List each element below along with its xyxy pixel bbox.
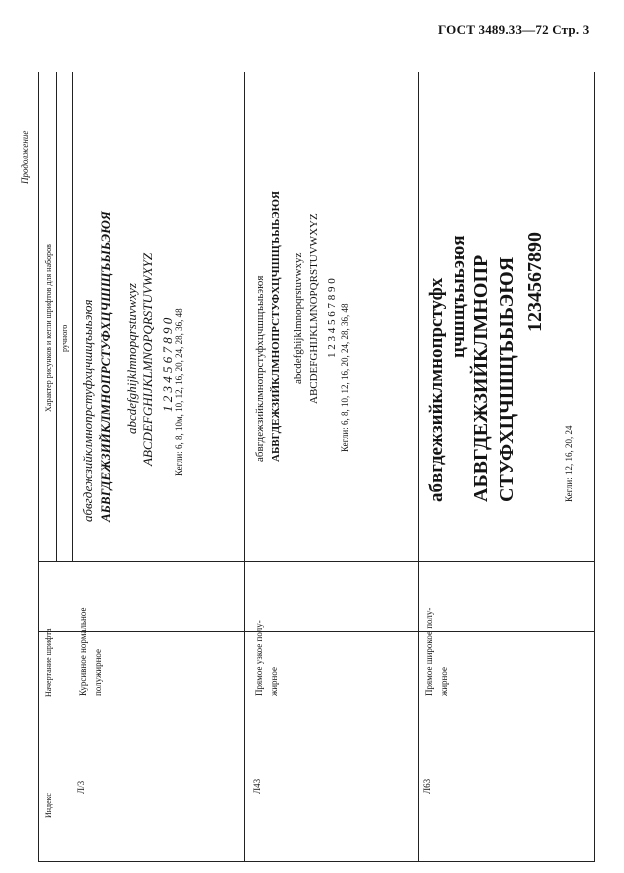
row-separator	[418, 72, 419, 862]
row-separator	[244, 72, 245, 862]
header-band-divider	[38, 861, 594, 862]
header-band-right	[38, 631, 594, 632]
table-top-border	[38, 72, 39, 862]
table-bottom-border	[594, 72, 595, 862]
page-header: ГОСТ 3489.33—72 Стр. 3	[438, 22, 590, 37]
row-index: Л/3	[76, 780, 86, 794]
row-index: Л43	[252, 778, 262, 794]
row-name: Курсивное нормальное полужирное	[78, 607, 103, 696]
row-name: Прямое узкое полу- жирное	[254, 620, 279, 696]
rotated-table: Продолжение Индекс Начертание шрифта Характер рисунков и кегли шрифтов для наборов ручного Л/3 Курсивное нормальное полужирное абвгдежзийклмнопрстуфхцчшщъыьэюя АБВГДЕЖЗИЙКЛМНОПРСТУФХЦЧШЩЪЫЬЭЮЯ abcdefghijklmnopqrstuvwxyz ABCDEFGHIJKLMNOPQRSTUVWXYZ 1 2 3 4 5 6 7 8 9 0 Кегли: 6, 8, 10м, 10, 12, 16, 20, 24, 28, 36, 48 Л43 Прямое узкое полу- жирное абвгдежзийклмнопрстуфхцчшщъыьэюя АБВГДЕЖЗИЙКЛМНОПРСТУФХЦЧШЩЪЫЬЭЮЯ abcdefghijklmnopqrstuvwxyz ABCDEFGHIJKLMNOPQRSTUVWXYZ 1 2 3 4 5 6 7 8 9 0 Кегли: 6, 8, 10, 12, 16, 20, 24, 28, 36, 48 Л63 Прямое широкое полу- жирное абвгдежзийклмнопрстуфх цчшщъыьэюя АБВГДЕЖЗИЙКЛМНОПР СТУФХЦЧШЩЪЫЬЭЮЯ 1234567890 Кегли: 12, 16, 20, 24	[14, 72, 612, 862]
col-header-manual: ручного	[60, 324, 69, 352]
col-header-index: Индекс	[44, 793, 53, 818]
size-list: Кегли: 12, 16, 20, 24	[564, 425, 574, 502]
size-list: Кегли: 6, 8, 10м, 10, 12, 16, 20, 24, 28, 36, 48	[174, 308, 184, 476]
continuation-label: Продолжение	[20, 130, 30, 184]
header-sub-divider	[56, 72, 57, 562]
row-name: Прямое широкое полу- жирное	[424, 607, 449, 696]
row-index: Л63	[422, 778, 432, 794]
col-header-character: Характер рисунков и кегли шрифтов для наборов	[44, 244, 53, 412]
header-sub-divider-2	[72, 72, 73, 562]
size-list: Кегли: 6, 8, 10, 12, 16, 20, 24, 28, 36, 48	[340, 303, 350, 452]
header-band-end	[38, 561, 594, 562]
col-header-name: Начертание шрифта	[44, 628, 53, 697]
